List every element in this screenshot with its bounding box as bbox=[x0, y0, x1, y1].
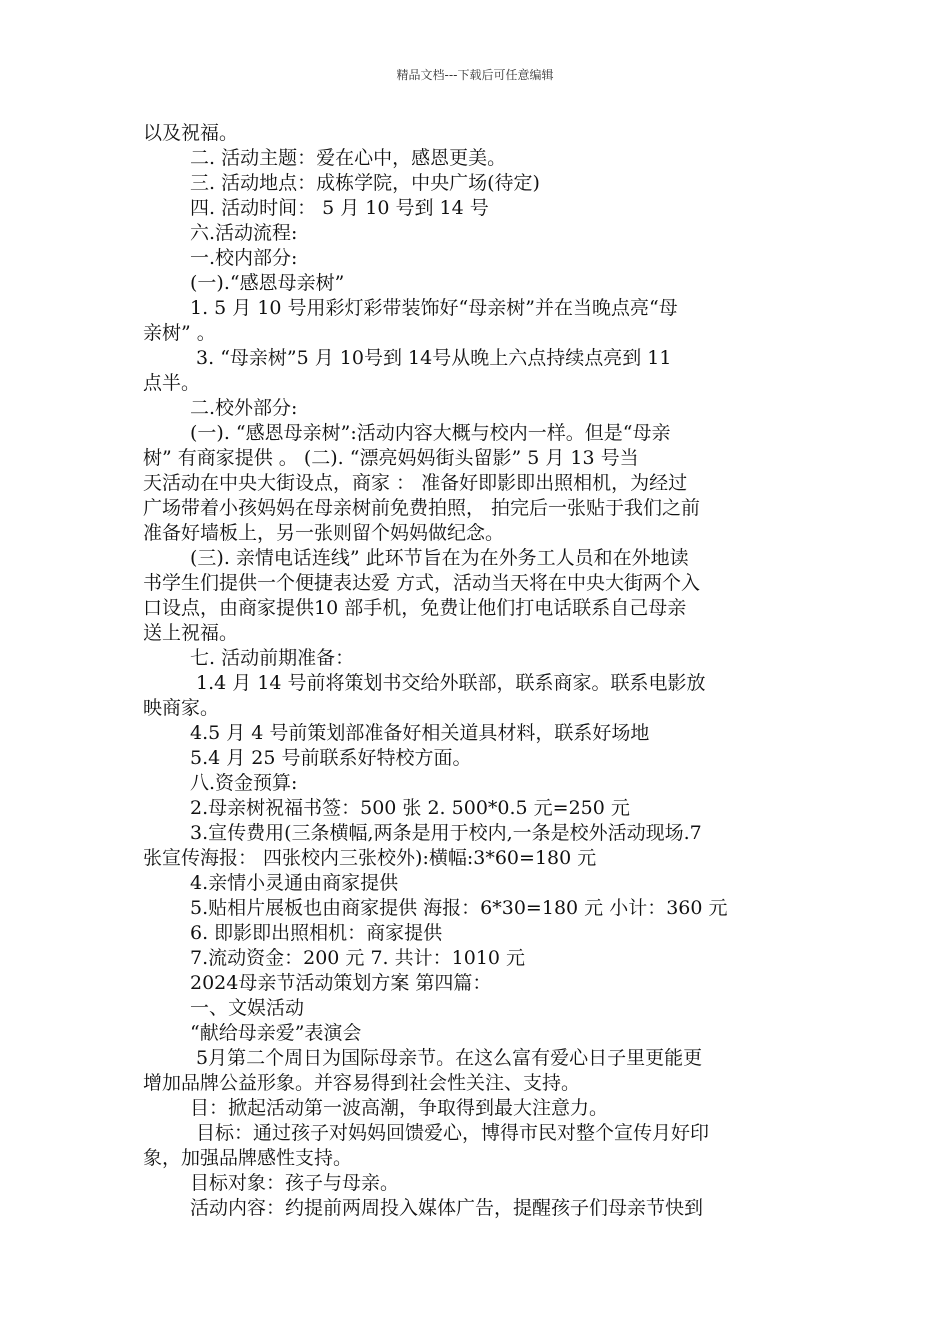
document-body bbox=[143, 121, 813, 1221]
text-line: 1.4 月 14 号前将策划书交给外联部，联系商家。联系电影放 bbox=[190, 672, 706, 694]
text-line: 3. “母亲树”5 月 10号到 14号从晚上六点持续点亮到 11 bbox=[190, 347, 672, 369]
text-line: 张宣传海报： 四张校内三张校外):横幅:3*60=180 元 bbox=[143, 847, 597, 869]
text-line: 增加品牌公益形象。并容易得到社会性关注、支持。 bbox=[143, 1072, 581, 1094]
text-line: 映商家。 bbox=[143, 697, 220, 719]
text-line: 1. 5 月 10 号用彩灯彩带装饰好“母亲树”并在当晚点亮“母 bbox=[190, 297, 678, 319]
text-line: 象，加强品牌感性支持。 bbox=[143, 1147, 353, 1169]
text-line: 3.宣传费用(三条横幅,两条是用于校内,一条是校外活动现场.7 bbox=[190, 822, 702, 844]
text-line: 2.母亲树祝福书签：500 张 2. 500*0.5 元=250 元 bbox=[190, 797, 630, 819]
text-line: 以及祝福。 bbox=[143, 122, 239, 144]
text-line: 目标对象：孩子与母亲。 bbox=[190, 1172, 400, 1194]
text-line: 活动内容：约提前两周投入媒体广告，提醒孩子们母亲节快到 bbox=[190, 1197, 704, 1219]
text-line: 7.流动资金：200 元 7. 共计：1010 元 bbox=[190, 947, 526, 969]
text-line: 5月第二个周日为国际母亲节。在这么富有爱心日子里更能更 bbox=[190, 1047, 703, 1069]
text-line: (三). 亲情电话连线” 此环节旨在为在外务工人员和在外地读 bbox=[190, 547, 689, 569]
text-line: 5.4 月 25 号前联系好特校方面。 bbox=[190, 747, 472, 769]
text-line: 书学生们提供一个便捷表达爱 方式，活动当天将在中央大街两个入 bbox=[143, 572, 701, 594]
text-line: 八.资金预算: bbox=[190, 772, 298, 794]
text-line: 口设点，由商家提供10 部手机，免费让他们打电话联系自己母亲 bbox=[143, 597, 687, 619]
text-line: 目标：通过孩子对妈妈回馈爱心，博得市民对整个宣传月好印 bbox=[190, 1122, 710, 1144]
text-line: (一).“感恩母亲树” bbox=[190, 272, 345, 294]
text-line: 二. 活动主题：爱在心中，感恩更美。 bbox=[190, 147, 507, 169]
text-line: 广场带着小孩妈妈在母亲树前免费拍照， 拍完后一张贴于我们之前 bbox=[143, 497, 701, 519]
text-line: 三. 活动地点：成栋学院，中央广场(待定) bbox=[190, 172, 540, 194]
text-line: (一). “感恩母亲树”:活动内容大概与校内一样。但是“母亲 bbox=[190, 422, 671, 444]
text-line: 4.5 月 4 号前策划部准备好相关道具材料，联系好场地 bbox=[190, 722, 650, 744]
text-line: 二.校外部分: bbox=[190, 397, 298, 419]
text-line: 送上祝福。 bbox=[143, 622, 239, 644]
text-line: 目：掀起活动第一波高潮，争取得到最大注意力。 bbox=[190, 1097, 609, 1119]
text-line: 七. 活动前期准备： bbox=[190, 647, 355, 669]
text-line: 5.贴相片展板也由商家提供 海报：6*30=180 元 小计：360 元 bbox=[190, 897, 728, 919]
text-line: 天活动在中央大街设点，商家 ： 准备好即影即出照相机，为经过 bbox=[143, 472, 688, 494]
text-line: 4.亲情小灵通由商家提供 bbox=[190, 872, 399, 894]
text-line: 一.校内部分: bbox=[190, 247, 298, 269]
page-header: 精品文档---下载后可任意编辑 bbox=[396, 68, 554, 82]
text-line: 四. 活动时间： 5 月 10 号到 14 号 bbox=[190, 197, 489, 219]
text-line: 2024母亲节活动策划方案 第四篇： bbox=[190, 972, 492, 994]
text-line: “献给母亲爱”表演会 bbox=[190, 1022, 362, 1044]
text-line: 树” 有商家提供 。 (二). “漂亮妈妈街头留影” 5 月 13 号当 bbox=[143, 447, 639, 469]
text-line: 六.活动流程: bbox=[190, 222, 298, 244]
text-line: 亲树” 。 bbox=[143, 322, 216, 344]
text-line: 点半。 bbox=[143, 372, 201, 394]
text-line: 6. 即影即出照相机：商家提供 bbox=[190, 922, 443, 944]
text-line: 一、文娱活动 bbox=[190, 997, 305, 1019]
text-line: 准备好墙板上，另一张则留个妈妈做纪念。 bbox=[143, 522, 505, 544]
